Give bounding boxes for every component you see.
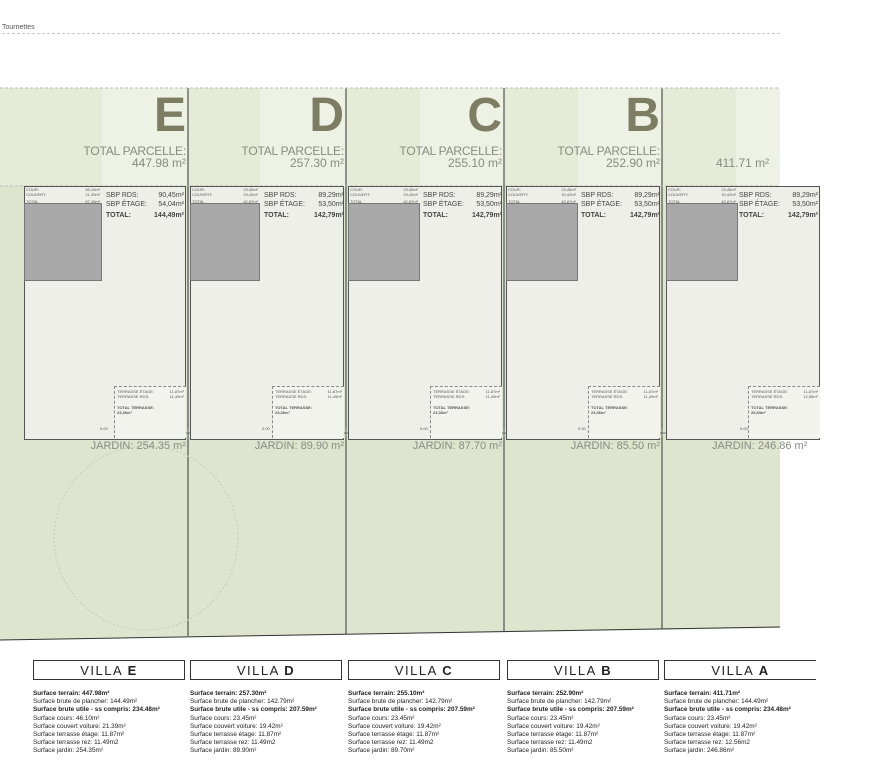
- lot-total-label: TOTAL PARCELLE:: [399, 144, 502, 158]
- villa-title: VILLA C: [348, 660, 500, 680]
- surface-utile: Surface brute utile - ss compris: 234.48m²: [33, 706, 160, 714]
- sbp-table-e: SBP RDS: 90,45m² SBP ÉTAGE: 54,04m² TOTAL: 144,49m²: [106, 192, 184, 219]
- surface-couvert: Surface couvert voiture: 21.39m²: [33, 722, 126, 730]
- dimension-label: 0.00: [100, 426, 108, 431]
- surface-utile: Surface brute utile - ss compris: 207.59m²: [348, 706, 475, 714]
- mini-table-b: COUR: 23,45m² COUVERT: 19,42m² TOTAL 42,87m²: [508, 187, 576, 204]
- surface-cours: Surface cours: 23.45m²: [507, 714, 574, 722]
- surface-couvert: Surface couvert voiture: 19.42m²: [664, 722, 757, 730]
- lot-total-value: 252.90 m²: [605, 156, 660, 170]
- garden-label-b: JARDIN: 85.50 m²: [570, 440, 660, 452]
- surface-terrain: Surface terrain: 252.90m²: [507, 690, 584, 697]
- lot-total-label: TOTAL PARCELLE:: [241, 144, 344, 158]
- surface-terrasse-etage: Surface terrasse étage: 11.87m²: [507, 731, 599, 739]
- court-area-a: [666, 203, 738, 281]
- surface-brute: Surface brute de plancher: 142.79m²: [507, 698, 612, 706]
- dimension-label: 0.00: [740, 426, 748, 431]
- sbp-table-b: SBP RDS: 89,29m² SBP ÉTAGE: 53,50m² TOTAL: 142,79m²: [581, 192, 660, 219]
- surface-utile: Surface brute utile - ss compris: 207.59m²: [190, 706, 317, 714]
- dimension-label: 0.00: [420, 426, 428, 431]
- document-title: Tournettes: [2, 24, 35, 31]
- surface-terrasse-rez: Surface terrasse rez: 11.49m2: [507, 739, 593, 747]
- court-area-b: [506, 203, 578, 281]
- lot-total-value: 255.10 m²: [447, 156, 502, 170]
- surface-cours: Surface cours: 23.45m²: [664, 714, 731, 722]
- surface-utile: Surface brute utile - ss compris: 234.48m²: [664, 706, 791, 714]
- surface-terrasse-etage: Surface terrasse étage: 11.87m²: [664, 731, 756, 739]
- surface-couvert: Surface couvert voiture: 19.42m²: [507, 722, 600, 730]
- surface-terrain: Surface terrain: 447.98m²: [33, 690, 110, 697]
- surface-jardin: Surface jardin: 89.90m²: [190, 747, 257, 755]
- mini-table-d: COUR: 23,45m² COUVERT: 19,42m² TOTAL 42,87m²: [192, 187, 258, 204]
- sbp-table-c: SBP RDS: 89,29m² SBP ÉTAGE: 53,50m² TOTAL: 142,79m²: [423, 192, 502, 219]
- surface-brute: Surface brute de plancher: 144.49m²: [33, 698, 138, 706]
- terrace-box-a: TERRASSE ÉTAGE: 11,87m² TERRASSE RDS: 12,56m² TOTAL TERRASSE: 25,53m²: [748, 386, 820, 438]
- court-area-c: [348, 203, 420, 281]
- surface-jardin: Surface jardin: 89.70m²: [348, 747, 415, 755]
- garden-label-e: JARDIN: 254.35 m²: [90, 440, 186, 452]
- court-area-d: [190, 203, 260, 281]
- terrace-box-b: TERRASSE ÉTAGE: 11,87m² TERRASSE RDS: 11,49m² TOTAL TERRASSE: 23,36m²: [588, 386, 660, 438]
- surface-utile: Surface brute utile - ss compris: 207.59m²: [507, 706, 634, 714]
- terrace-box-c: TERRASSE ÉTAGE: 11,87m² TERRASSE RDS: 11,49m² TOTAL TERRASSE: 23,36m²: [430, 386, 502, 438]
- surface-jardin: Surface jardin: 246.86m²: [664, 747, 734, 755]
- sbp-table-a: SBP RDS: 89,29m² SBP ÉTAGE: 53,50m² TOTAL: 142,79m²: [739, 192, 818, 219]
- surface-brute: Surface brute de plancher: 144.49m²: [664, 698, 769, 706]
- lot-total-label: TOTAL PARCELLE:: [83, 144, 186, 158]
- villa-title: VILLA D: [190, 660, 342, 680]
- villa-summary: [0, 660, 791, 780]
- lot-total-value: 447.98 m²: [131, 156, 186, 170]
- villa-card-d: [190, 660, 342, 756]
- villa-card-a: [664, 660, 791, 756]
- surface-terrasse-rez: Surface terrasse rez: 12.56m2: [664, 739, 750, 747]
- surface-cours: Surface cours: 46.10m²: [33, 714, 100, 722]
- surface-jardin: Surface jardin: 85.50m²: [507, 747, 574, 755]
- villa-card-c: [348, 660, 500, 756]
- surface-terrasse-etage: Surface terrasse étage: 11.87m²: [33, 731, 125, 739]
- lot-letter-b: B: [625, 89, 660, 142]
- surface-terrasse-etage: Surface terrasse étage: 11.87m²: [190, 731, 282, 739]
- surface-terrain: Surface terrain: 411.71m²: [664, 690, 741, 697]
- terrace-box-e: TERRASSE ÉTAGE: 11,87m² TERRASSE RDS: 11,49m² TOTAL TERRASSE: 23,36m²: [114, 386, 186, 438]
- lot-total-label: TOTAL PARCELLE:: [557, 144, 660, 158]
- mini-table-c: COUR: 23,45m² COUVERT: 19,42m² TOTAL 42,87m²: [350, 187, 418, 204]
- lot-a-clip: [664, 88, 818, 640]
- surface-terrasse-etage: Surface terrasse étage: 11.87m²: [348, 731, 440, 739]
- dimension-label: 0.00: [578, 426, 586, 431]
- mini-table-e: COUR: 46,10m² COUVERT: 21,39m² TOTAL 67,49m²: [26, 187, 100, 204]
- surface-cours: Surface cours: 23.45m²: [190, 714, 257, 722]
- surface-couvert: Surface couvert voiture: 19.42m²: [190, 722, 283, 730]
- villa-title: VILLA A: [664, 660, 816, 680]
- lot-letter-c: C: [467, 89, 502, 142]
- surface-terrasse-rez: Surface terrasse rez: 11.49m2: [33, 739, 119, 747]
- lot-letter-d: D: [309, 89, 344, 142]
- garden-label-c: JARDIN: 87.70 m²: [412, 440, 502, 452]
- villa-card-e: [33, 660, 185, 756]
- sbp-table-d: SBP RDS: 89,29m² SBP ÉTAGE: 53,50m² TOTAL: 142,79m²: [264, 192, 344, 219]
- surface-terrain: Surface terrain: 255.10m²: [348, 690, 425, 697]
- court-area-e: [24, 203, 102, 281]
- villa-card-b: [507, 660, 659, 756]
- surface-couvert: Surface couvert voiture: 19.42m²: [348, 722, 441, 730]
- surface-jardin: Surface jardin: 254.35m²: [33, 747, 103, 755]
- surface-terrain: Surface terrain: 257.30m²: [190, 690, 267, 697]
- villa-title: VILLA E: [33, 660, 185, 680]
- surface-terrasse-rez: Surface terrasse rez: 11.49m2: [348, 739, 434, 747]
- surface-terrasse-rez: Surface terrasse rez: 11.49m2: [190, 739, 276, 747]
- garden-label-a: JARDIN: 246.86 m²: [712, 440, 808, 452]
- surface-brute: Surface brute de plancher: 142.79m²: [190, 698, 295, 706]
- dimension-label: 0.00: [262, 426, 270, 431]
- villa-title: VILLA B: [507, 660, 659, 680]
- surface-cours: Surface cours: 23.45m²: [348, 714, 415, 722]
- lot-total-value: 411.71 m²: [716, 156, 770, 170]
- mini-table-a: COUR: 23,45m² COUVERT: 19,42m² TOTAL 42,87m²: [668, 187, 736, 204]
- terrace-box-d: TERRASSE ÉTAGE: 11,87m² TERRASSE RDS: 11,49m² TOTAL TERRASSE: 23,36m²: [272, 386, 344, 438]
- surface-brute: Surface brute de plancher: 142.79m²: [348, 698, 453, 706]
- lot-total-value: 257.30 m²: [289, 156, 344, 170]
- garden-label-d: JARDIN: 89.90 m²: [254, 440, 344, 452]
- lot-letter-e: E: [153, 89, 186, 142]
